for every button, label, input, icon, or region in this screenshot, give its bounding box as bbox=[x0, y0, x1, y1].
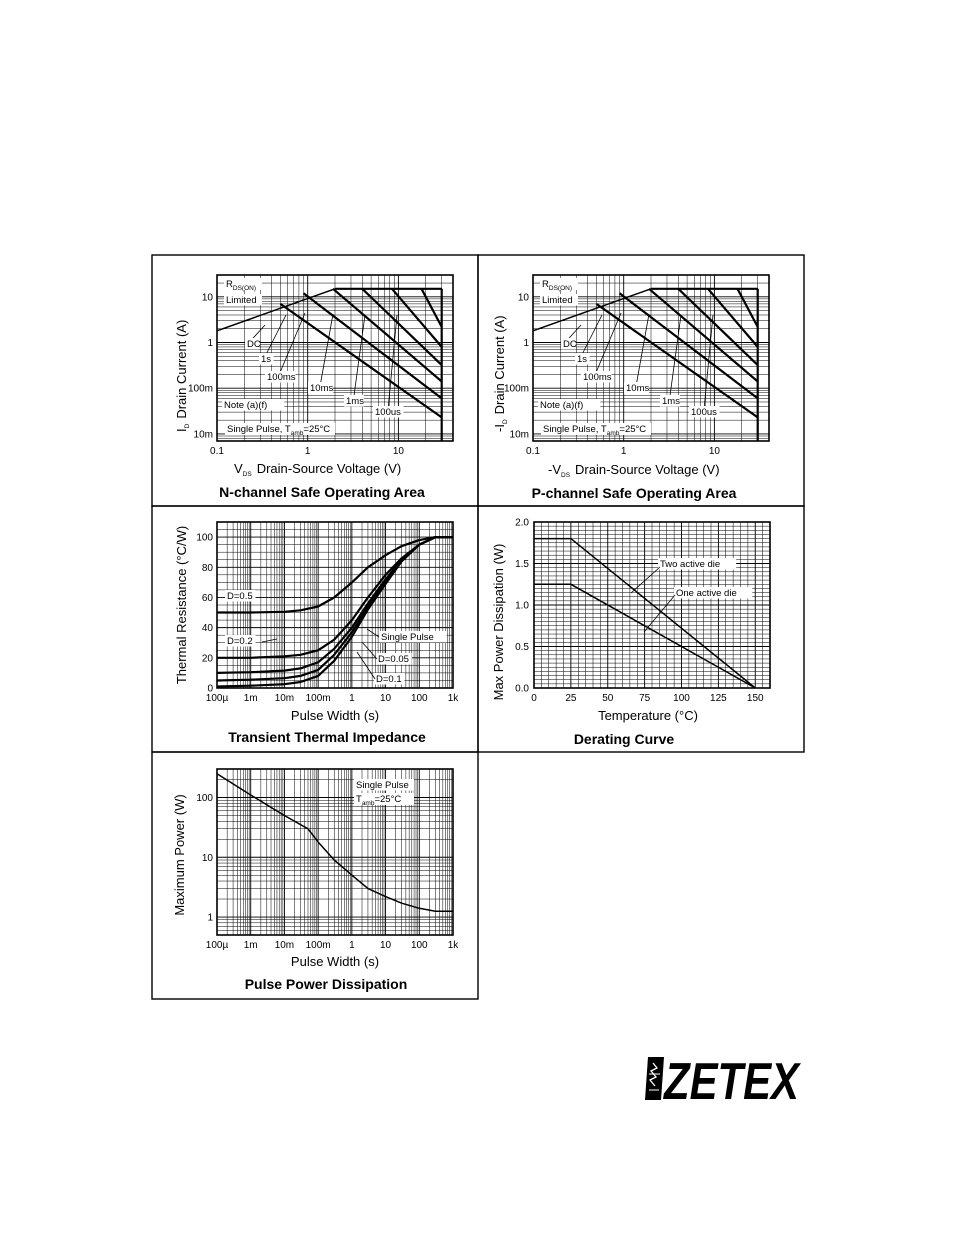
derating-x-tick-label: 75 bbox=[639, 693, 651, 704]
tti-label-d05: D=0.5 bbox=[227, 591, 253, 602]
nsoa-series-label-1ms: 1ms bbox=[346, 396, 364, 407]
derating-label-one-die: One active die bbox=[676, 588, 737, 599]
nsoa-y-tick-label: 10m bbox=[193, 429, 213, 441]
derating-x-tick-label: 150 bbox=[746, 693, 764, 704]
nsoa-title: N-channel Safe Operating Area bbox=[219, 484, 425, 500]
ppd-sub-annotation: $T_{amb}=25^\circ C$ bbox=[356, 794, 402, 807]
nsoa-series-label-10ms: 10ms bbox=[310, 383, 334, 394]
tti-y-tick-label: 80 bbox=[201, 562, 213, 574]
chart-derating bbox=[491, 518, 770, 748]
tti-x-tick-label: 1m bbox=[243, 693, 258, 704]
tti-leader-line bbox=[367, 629, 379, 637]
nsoa-y-tick-label: 10 bbox=[201, 292, 213, 304]
psoa-x-tick-label: 0.1 bbox=[526, 446, 540, 457]
ppd-x-tick-label: 100µ bbox=[205, 940, 229, 951]
nsoa-sub-annotation: Single Pulse, $T_{amb}=25^\circ C$ bbox=[227, 424, 331, 437]
ppd-y-tick-label: 10 bbox=[201, 852, 213, 864]
chart-psoa bbox=[492, 275, 769, 501]
ppd-x-tick-label: 100 bbox=[410, 940, 428, 951]
tti-x-tick-label: 10m bbox=[274, 693, 295, 704]
tti-y-tick-label: 60 bbox=[201, 592, 213, 604]
nsoa-x-tick-label: 1 bbox=[304, 446, 311, 457]
derating-annotations bbox=[631, 558, 752, 632]
ppd-x-axis-label: Pulse Width (s) bbox=[290, 954, 380, 969]
nsoa-curves bbox=[217, 289, 442, 441]
psoa-y-tick-label: 100m bbox=[503, 383, 529, 395]
psoa-leader-line bbox=[637, 314, 649, 383]
tti-y-tick-label: 20 bbox=[201, 653, 213, 665]
ppd-x-tick-label: 100m bbox=[305, 940, 331, 951]
tti-leader-line bbox=[262, 639, 277, 642]
nsoa-series-label-100ms: 100ms bbox=[267, 372, 296, 383]
nsoa-series-label-100us: 100us bbox=[375, 407, 401, 418]
derating-y-tick-label: 1.0 bbox=[515, 600, 529, 612]
nsoa-series-100us bbox=[422, 289, 442, 327]
psoa-x-axis-label: $-V_{DS}$ Drain-Source Voltage (V) bbox=[548, 462, 720, 479]
derating-x-tick-label: 100 bbox=[673, 693, 690, 704]
ppd-grid bbox=[217, 769, 453, 935]
tti-x-tick-label: 100m bbox=[305, 693, 331, 704]
zetex-logo-mark bbox=[645, 1057, 664, 1100]
psoa-series-label-100us: 100us bbox=[691, 407, 717, 418]
ppd-y-axis-label: Maximum Power (W) bbox=[172, 794, 187, 916]
nsoa-sub-annotation: $R_{DS(ON)}$ bbox=[226, 279, 256, 292]
zetex-logo-text: ZETEX bbox=[662, 1053, 802, 1111]
tti-x-axis-label: Pulse Width (s) bbox=[290, 708, 380, 723]
psoa-series-100ms bbox=[649, 289, 758, 382]
psoa-note-label: Note (a)(f) bbox=[540, 400, 584, 411]
chart-nsoa bbox=[174, 275, 453, 500]
psoa-y-axis-label: $-I_DDrain$ Current (A) bbox=[492, 315, 509, 432]
ppd-x-tick-label: 10m bbox=[274, 940, 295, 951]
nsoa-y-axis-label: $I_DDrain$ Current (A) bbox=[174, 319, 191, 432]
psoa-x-tick-label: 1 bbox=[620, 446, 627, 457]
derating-x-tick-label: 50 bbox=[602, 693, 614, 704]
tti-x-tick-label: 1 bbox=[349, 693, 355, 704]
nsoa-rds-limited-label: Limited bbox=[226, 295, 257, 306]
nsoa-x-tick-label: 10 bbox=[392, 446, 404, 457]
psoa-sub-annotation: Single Pulse, $T_{amb}=25^\circ C$ bbox=[543, 424, 647, 437]
tti-x-tick-label: 100 bbox=[410, 693, 428, 704]
ppd-x-tick-label: 10 bbox=[380, 940, 392, 951]
tti-y-tick-label: 0 bbox=[207, 683, 213, 695]
nsoa-x-axis-label: $V_{DS}$ Drain-Source Voltage (V) bbox=[234, 461, 402, 478]
nsoa-series-1ms bbox=[392, 289, 442, 347]
psoa-series-label-100ms: 100ms bbox=[583, 372, 612, 383]
zetex-logo bbox=[645, 1053, 802, 1111]
nsoa-series-label-1s: 1s bbox=[261, 354, 272, 365]
psoa-title: P-channel Safe Operating Area bbox=[531, 485, 737, 501]
nsoa-x-tick-label: 0.1 bbox=[210, 446, 224, 457]
nsoa-leader-line bbox=[252, 325, 265, 339]
psoa-series-1ms bbox=[708, 289, 758, 347]
tti-x-tick-label: 1k bbox=[447, 693, 459, 704]
derating-y-tick-label: 2.0 bbox=[515, 517, 529, 529]
derating-y-tick-label: 1.5 bbox=[515, 559, 529, 570]
ppd-y-tick-label: 100 bbox=[196, 793, 213, 805]
psoa-y-tick-label: 10 bbox=[517, 292, 529, 304]
psoa-series-label-1s: 1s bbox=[577, 354, 588, 365]
derating-x-tick-label: 25 bbox=[565, 693, 577, 704]
psoa-rds-limited-label: Limited bbox=[542, 295, 573, 306]
tti-y-tick-label: 40 bbox=[201, 623, 213, 635]
tti-x-tick-label: 10 bbox=[380, 693, 392, 704]
psoa-sub-annotation: $R_{DS(ON)}$ bbox=[542, 279, 572, 292]
nsoa-series-label-dc: DC bbox=[247, 339, 261, 350]
psoa-series-100us bbox=[738, 289, 758, 327]
psoa-curves bbox=[533, 289, 758, 441]
derating-y-tick-label: 0.0 bbox=[515, 683, 529, 695]
tti-label-d01: D=0.1 bbox=[376, 674, 402, 685]
nsoa-y-tick-label: 1 bbox=[207, 338, 213, 350]
tti-y-axis-label: Thermal Resistance (°C/W) bbox=[174, 525, 189, 685]
derating-x-tick-label: 0 bbox=[531, 693, 537, 704]
ppd-y-tick-label: 1 bbox=[207, 912, 213, 924]
ppd-x-tick-label: 1 bbox=[349, 940, 355, 951]
nsoa-note-label: Note (a)(f) bbox=[224, 400, 268, 411]
psoa-series-label-dc: DC bbox=[563, 339, 577, 350]
tti-y-tick-label: 100 bbox=[196, 532, 213, 544]
ppd-x-tick-label: 1m bbox=[243, 940, 258, 951]
psoa-y-tick-label: 1 bbox=[523, 338, 529, 350]
chart-ppd bbox=[172, 769, 459, 992]
derating-title: Derating Curve bbox=[573, 731, 675, 747]
ppd-note-single-pulse: Single Pulse bbox=[356, 780, 409, 791]
derating-x-axis-label: Temperature (°C) bbox=[598, 708, 698, 723]
psoa-series-label-10ms: 10ms bbox=[626, 383, 650, 394]
tti-label-single-pulse: Single Pulse bbox=[381, 632, 434, 643]
tti-title: Transient Thermal Impedance bbox=[228, 729, 426, 745]
ppd-x-tick-label: 1k bbox=[447, 940, 459, 951]
derating-y-axis-label: Max Power Dissipation (W) bbox=[491, 543, 506, 701]
derating-x-tick-label: 125 bbox=[710, 693, 727, 704]
ppd-annotations bbox=[354, 779, 414, 807]
tti-ticks bbox=[196, 533, 459, 704]
tti-x-tick-label: 100µ bbox=[205, 693, 229, 704]
psoa-leader-line bbox=[568, 325, 581, 339]
derating-label-two-die: Two active die bbox=[660, 559, 721, 570]
nsoa-y-tick-label: 100m bbox=[187, 383, 213, 395]
chart-tti bbox=[174, 522, 459, 745]
psoa-series-label-1ms: 1ms bbox=[662, 396, 680, 407]
nsoa-series-100ms bbox=[333, 289, 442, 382]
psoa-y-tick-label: 10m bbox=[509, 429, 529, 441]
derating-ticks bbox=[515, 518, 764, 705]
ppd-ticks bbox=[196, 793, 459, 951]
derating-y-tick-label: 0.5 bbox=[515, 642, 529, 653]
ppd-title: Pulse Power Dissipation bbox=[244, 976, 408, 992]
tti-label-d005: D=0.05 bbox=[378, 654, 409, 665]
nsoa-leader-line bbox=[321, 314, 333, 383]
psoa-x-tick-label: 10 bbox=[708, 446, 720, 457]
tti-label-d02: D=0.2 bbox=[227, 636, 253, 647]
